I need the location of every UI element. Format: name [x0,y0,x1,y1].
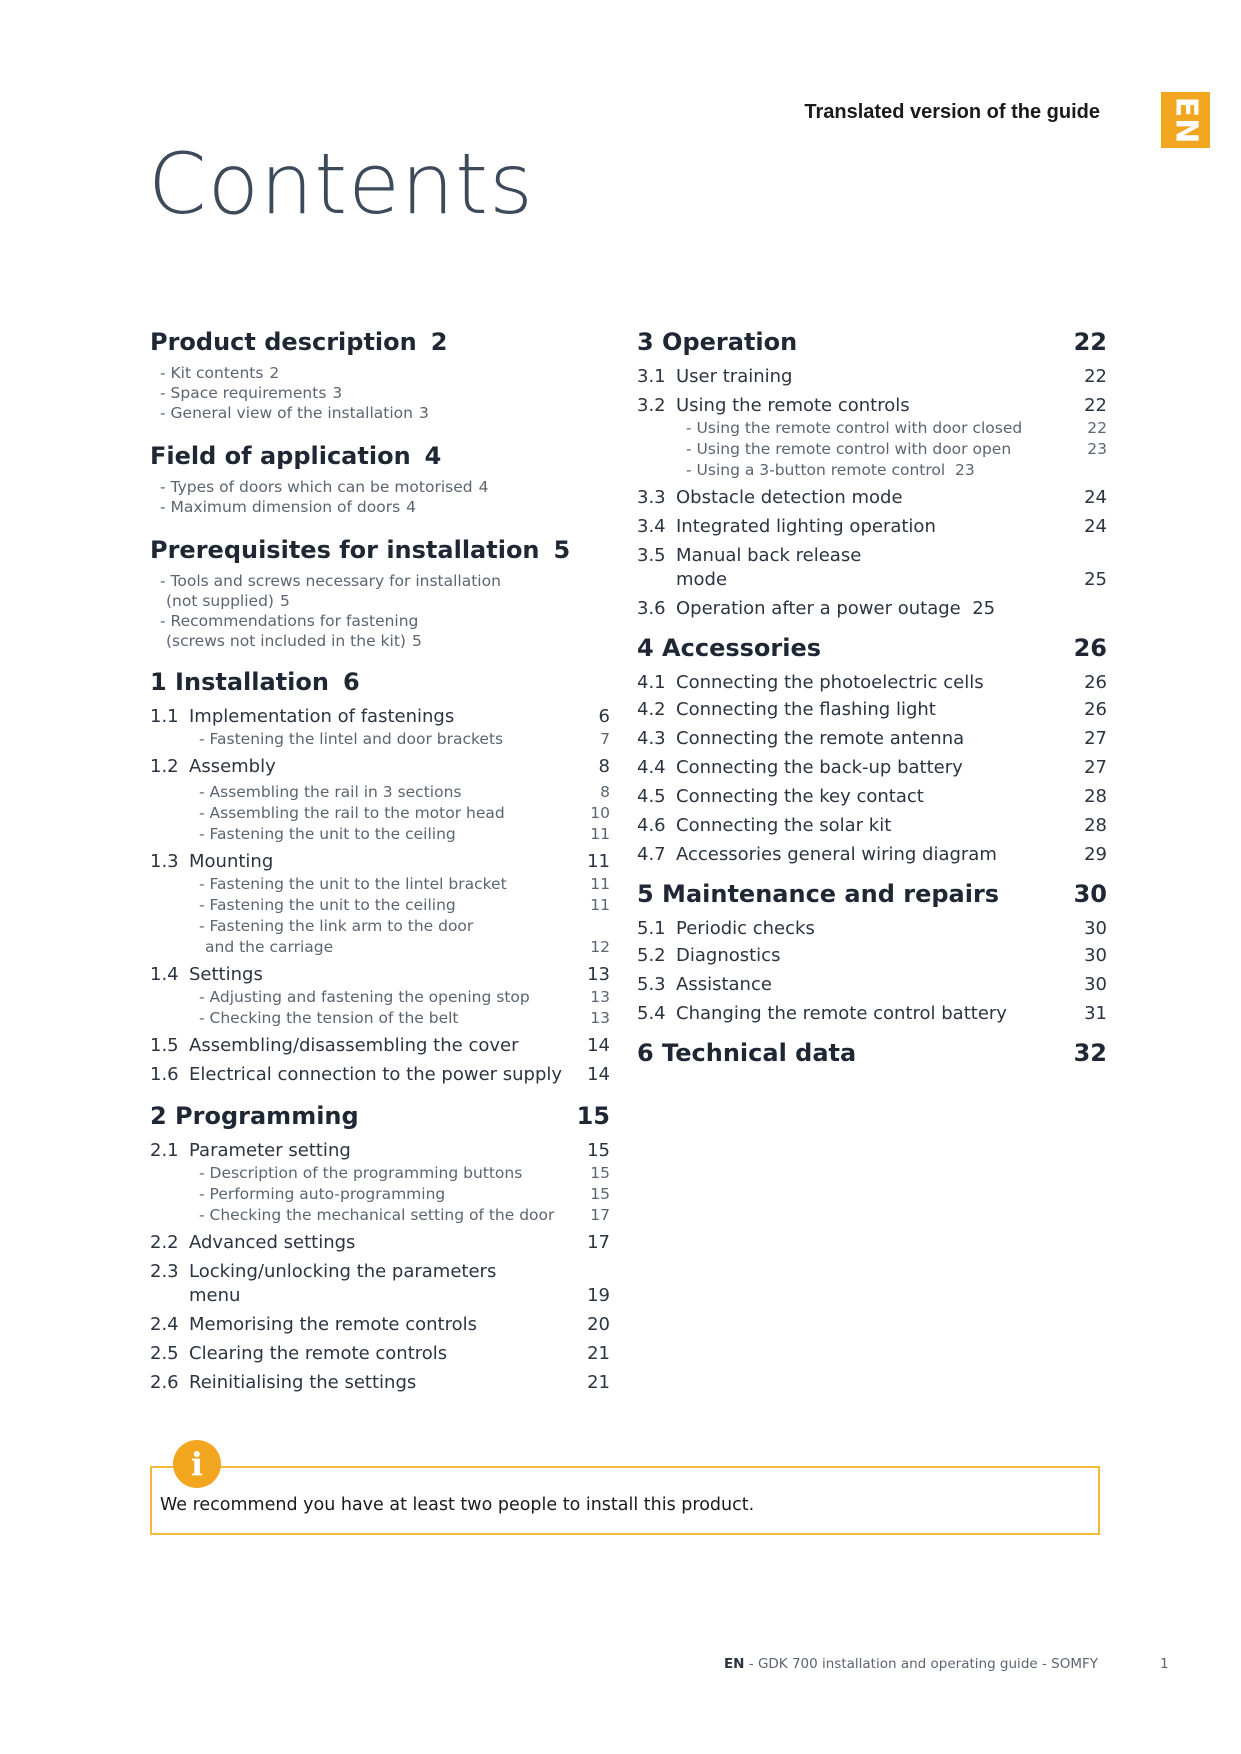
footer-guide-title: - GDK 700 installation and operating guide - SOMFY [744,1656,1098,1672]
toc-section-3-3[interactable]: 3.3 Obstacle detection mode 24 [637,487,1107,508]
toc-item[interactable]: - Space requirements 3 [160,384,343,402]
toc-section-3-1[interactable]: 3.1 User training 22 [637,366,1107,387]
toc-section-4-2[interactable]: 4.2 Connecting the flashing light 26 [637,699,1107,720]
toc-section-5-2[interactable]: 5.2 Diagnostics 30 [637,945,1107,966]
toc-section-4-1[interactable]: 4.1 Connecting the photoelectric cells 26 [637,672,1107,693]
toc-item[interactable]: - Performing auto-programming 15 [199,1185,610,1203]
toc-section-2-6[interactable]: 2.6 Reinitialising the settings 21 [150,1372,610,1393]
footer-text [600,1656,1098,1672]
toc-section-3-2[interactable]: 3.2 Using the remote controls 22 [637,395,1107,416]
toc-right-column [637,325,1107,1070]
toc-section-4-5[interactable]: 4.5 Connecting the key contact 28 [637,786,1107,807]
toc-item[interactable]: - Maximum dimension of doors 4 [160,498,417,516]
toc-item[interactable]: - Description of the programming buttons 15 [199,1164,610,1182]
toc-item[interactable]: - Recommendations for fastening [160,612,419,630]
toc-item[interactable]: - Adjusting and fastening the opening stop 13 [199,988,610,1006]
toc-left-column [150,325,610,1395]
toc-item-continued[interactable]: (screws not included in the kit) 5 [166,632,422,650]
toc-section-2-4[interactable]: 2.4 Memorising the remote controls 20 [150,1314,610,1335]
toc-section-4-7[interactable]: 4.7 Accessories general wiring diagram 29 [637,844,1107,865]
toc-chapter-programming[interactable]: 2 Programming 15 [150,1102,610,1130]
toc-section-3-6[interactable]: 3.6 Operation after a power outage 25 [637,598,996,619]
toc-item-continued[interactable]: and the carriage 12 [205,938,610,956]
toc-section-2-1[interactable]: 2.1 Parameter setting 15 [150,1140,610,1161]
page-number: 1 [1160,1656,1169,1672]
toc-chapter-product-description[interactable]: Product description 2 [150,328,448,356]
toc-item[interactable]: - Fastening the unit to the ceiling 11 [199,896,610,914]
toc-section-5-3[interactable]: 5.3 Assistance 30 [637,974,1107,995]
toc-chapter-technical-data[interactable]: 6 Technical data 32 [637,1039,1107,1067]
toc-section-1-3[interactable]: 1.3 Mounting 11 [150,851,610,872]
toc-item[interactable]: - Using the remote control with door open 23 [686,440,1107,458]
toc-section-3-5-continued[interactable]: mode 25 [676,569,1107,590]
toc-item-continued[interactable]: (not supplied) 5 [166,592,290,610]
toc-item[interactable]: - Using a 3-button remote control 23 [686,461,975,479]
toc-chapter-field-of-application[interactable]: Field of application 4 [150,442,442,470]
toc-item[interactable]: - Types of doors which can be motorised 4 [160,478,489,496]
toc-item[interactable]: - General view of the installation 3 [160,404,429,422]
toc-section-1-4[interactable]: 1.4 Settings 13 [150,964,610,985]
translated-note: Translated version of the guide [804,101,1100,123]
toc-chapter-maintenance[interactable]: 5 Maintenance and repairs 30 [637,880,1107,908]
language-tab-label: EN [1167,96,1203,144]
footer-lang: EN [723,1656,745,1672]
toc-section-3-4[interactable]: 3.4 Integrated lighting operation 24 [637,516,1107,537]
toc-section-2-2[interactable]: 2.2 Advanced settings 17 [150,1232,610,1253]
toc-item[interactable]: - Fastening the lintel and door brackets 7 [199,730,610,748]
toc-section-4-3[interactable]: 4.3 Connecting the remote antenna 27 [637,728,1107,749]
toc-item[interactable]: - Kit contents 2 [160,364,280,382]
toc-item[interactable]: - Checking the mechanical setting of the door 17 [199,1206,610,1224]
toc-item[interactable]: - Tools and screws necessary for installation [160,572,501,590]
page-title: Contents [148,135,534,233]
toc-section-5-1[interactable]: 5.1 Periodic checks 30 [637,918,1107,939]
toc-section-1-6[interactable]: 1.6 Electrical connection to the power supply 14 [150,1064,610,1085]
toc-section-1-1[interactable]: 1.1 Implementation of fastenings 6 [150,706,610,727]
toc-chapter-accessories[interactable]: 4 Accessories 26 [637,634,1107,662]
toc-section-5-4[interactable]: 5.4 Changing the remote control battery 31 [637,1003,1107,1024]
toc-item[interactable]: - Fastening the unit to the ceiling 11 [199,825,610,843]
toc-section-2-3-continued[interactable]: menu 19 [189,1285,610,1306]
toc-section-4-4[interactable]: 4.4 Connecting the back-up battery 27 [637,757,1107,778]
toc-section-1-2[interactable]: 1.2 Assembly 8 [150,756,610,777]
language-tab [1161,92,1210,148]
toc-item[interactable]: - Using the remote control with door closed 22 [686,419,1107,437]
toc-section-2-5[interactable]: 2.5 Clearing the remote controls 21 [150,1343,610,1364]
toc-section-2-3[interactable]: 2.3 Locking/unlocking the parameters [150,1261,497,1282]
toc-chapter-prerequisites[interactable]: Prerequisites for installation 5 [150,536,571,564]
toc-item[interactable]: - Assembling the rail to the motor head 10 [199,804,610,822]
toc-section-3-5[interactable]: 3.5 Manual back release [637,545,862,566]
toc-chapter-installation[interactable]: 1 Installation 6 [150,668,360,696]
toc-section-1-5[interactable]: 1.5 Assembling/disassembling the cover 14 [150,1035,610,1056]
toc-section-4-6[interactable]: 4.6 Connecting the solar kit 28 [637,815,1107,836]
toc-item[interactable]: - Fastening the link arm to the door [199,917,474,935]
notice-text: We recommend you have at least two people to install this product. [160,1495,755,1515]
toc-item[interactable]: - Checking the tension of the belt 13 [199,1009,610,1027]
toc-item[interactable]: - Fastening the unit to the lintel bracket 11 [199,875,610,893]
toc-chapter-operation[interactable]: 3 Operation 22 [637,328,1107,356]
info-icon: i [173,1440,221,1488]
toc-item[interactable]: - Assembling the rail in 3 sections 8 [199,783,610,801]
